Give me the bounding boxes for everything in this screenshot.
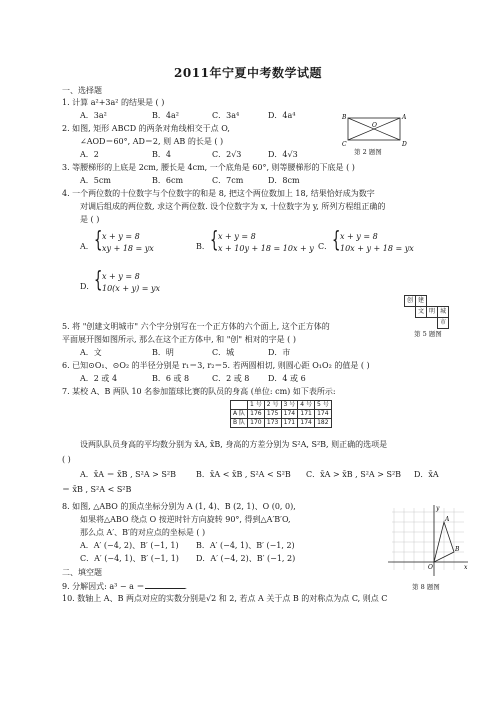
- q2-rectangle-figure: [340, 112, 408, 152]
- q2-label-b: B: [342, 114, 347, 121]
- q7-option-d: D．x̄A: [414, 470, 439, 479]
- q7-stem: 7. 某校 A、B 两队 10 名参加篮球比赛的队员的身高 (单位: cm) 如下表所示:: [62, 387, 336, 396]
- q9-stem: [62, 581, 187, 592]
- q8-option-a: A．A′ (−4, 2)、B′ (−1, 1): [80, 541, 179, 550]
- net-cell-2: 建: [416, 296, 427, 307]
- q5-option-b: B．明: [152, 348, 174, 357]
- table-header-row: [231, 401, 332, 410]
- table-cell: 175: [264, 410, 281, 419]
- q2-label-d: D: [402, 141, 407, 148]
- net-cell-3: 文: [416, 307, 427, 318]
- table-cell: 174: [281, 410, 298, 419]
- q2-label-o: O: [372, 122, 377, 129]
- q4-stem-3: 是 ( ): [80, 215, 100, 224]
- q6-option-d: D．4 或 6: [268, 374, 306, 383]
- net-cell-4: 明: [427, 307, 438, 318]
- q8-stem-3: 那么点 A′、B′的对应点的坐标是 ( ): [80, 528, 206, 537]
- q4-d-eq1: x + y = 8: [102, 272, 140, 281]
- q1-option-b: B．4a²: [152, 111, 179, 120]
- net-cell-6: 市: [438, 318, 449, 329]
- q2-option-d: D．4√3: [268, 150, 298, 159]
- q7-option-c: C．x̄A > x̄B , S²A > S²B: [306, 470, 402, 479]
- table-cell: 182: [314, 419, 331, 428]
- q8-coordinate-figure: [384, 502, 472, 580]
- table-cell: 1 号: [248, 401, 265, 410]
- q5-stem-2: 平面展开图如图所示, 那么在这个正方体中, 和 "创" 相对的字是 ( ): [62, 335, 296, 344]
- table-row: [231, 410, 332, 419]
- q8-option-b: B．A′ (−4, 1)、B′ (−1, 2): [196, 541, 295, 550]
- q8-option-c: C．A′ (−4, 1)、B′ (−1, 1): [80, 554, 179, 563]
- q4-stem-1: 4. 一个两位数的十位数字与个位数字的和是 8, 把这个两位数加上 18, 结果恰好成为数字: [62, 189, 375, 198]
- q2-stem-1: 2. 如图, 矩形 ABCD 的两条对角线相交于点 O,: [62, 124, 230, 133]
- q2-stem-2: ∠AOD＝60°, AD＝2, 则 AB 的长是 ( ): [80, 137, 224, 146]
- q3-option-b: B．6cm: [152, 176, 184, 185]
- table-cell: 171: [281, 419, 298, 428]
- q9-stem-text: 9. 分解因式: a³ − a ＝: [62, 582, 145, 591]
- q4-option-c-label: C．: [318, 242, 333, 251]
- q1-option-c: C．3a⁴: [212, 111, 240, 120]
- q5-stem-1: 5. 将 "创建文明城市" 六个字分别写在一个正方体的六个面上, 这个正方体的: [62, 322, 330, 331]
- q4-c-eq1: x + y = 8: [340, 232, 378, 241]
- table-cell: 171: [298, 410, 315, 419]
- q8-label-o: O: [428, 564, 433, 571]
- q6-option-b: B．6 或 8: [152, 374, 190, 383]
- net-cell-5: 城: [438, 307, 449, 318]
- q3-option-a: A．5cm: [80, 176, 111, 185]
- q2-option-b: B．4: [152, 150, 171, 159]
- q4-c-eq2: 10x + y + 18 = yx: [340, 244, 414, 253]
- q6-stem: 6. 已知⊙O₁、⊙O₂ 的半径分别是 r₁＝3, r₂＝5. 若两圆相切, 则圆心距 O₁O₂ 的值是 ( ): [62, 361, 370, 370]
- table-cell: 4 号: [298, 401, 315, 410]
- q8-label-y: y: [436, 505, 440, 512]
- q2-label-c: C: [342, 141, 347, 148]
- table-row: [231, 419, 332, 428]
- q4-b-eq2: x + 10y + 18 = 10x + y: [218, 244, 314, 253]
- q4-option-b-label: B．: [196, 242, 210, 251]
- q6-option-c: C．2 或 8: [212, 374, 250, 383]
- q9-answer-blank[interactable]: [145, 581, 185, 589]
- q2-figure-caption: 第 2 题图: [354, 148, 382, 156]
- q5-figure-caption: 第 5 题图: [414, 330, 442, 338]
- q2-option-c: C．2√3: [212, 150, 242, 159]
- table-cell: B 队: [231, 419, 248, 428]
- q8-label-x: x: [464, 564, 468, 571]
- q4-a-eq1: x + y = 8: [102, 232, 140, 241]
- q7-stem-3: ( ): [62, 455, 71, 464]
- q6-option-a: A．2 或 4: [80, 374, 118, 383]
- table-cell: 170: [248, 419, 265, 428]
- q3-option-c: C．7cm: [212, 176, 244, 185]
- table-cell: 174: [314, 410, 331, 419]
- table-cell: 3 号: [281, 401, 298, 410]
- section-fill-heading: 二、填空题: [62, 568, 102, 577]
- q5-option-c: C．城: [212, 348, 235, 357]
- q7-option-b: B．x̄A < x̄B , S²A < S²B: [196, 470, 291, 479]
- q8-label-b: B: [455, 546, 460, 553]
- q3-stem: 3. 等腰梯形的上底是 2cm, 腰长是 4cm, 一个底角是 60°, 则等腰梯形的下底是 ( ): [62, 163, 355, 172]
- q8-figure-caption: 第 8 题图: [412, 583, 440, 591]
- q2-option-a: A．2: [80, 150, 99, 159]
- q4-option-d-label: D．: [80, 282, 95, 291]
- q9-end: .: [184, 582, 188, 591]
- q5-option-d: D．市: [268, 348, 291, 357]
- q1-option-a: A．3a²: [80, 111, 107, 120]
- q7-option-d-cont: ＝ x̄B , S²A < S²B: [62, 485, 132, 494]
- q4-b-eq1: x + y = 8: [218, 232, 256, 241]
- page-title: 2011年宁夏中考数学试题: [174, 66, 322, 80]
- table-cell: [231, 401, 248, 410]
- q4-stem-2: 对调后组成的两位数, 求这个两位数. 设个位数字为 x, 十位数字为 y, 所列方程组正确的: [80, 202, 386, 211]
- table-cell: 176: [248, 410, 265, 419]
- q8-stem-1: 8. 如图, △ABO 的顶点坐标分别为 A (1, 4)、B (2, 1)、O (0, 0),: [62, 502, 296, 511]
- q8-option-d: D．A′ (−4, 2)、B′ (−1, 2): [196, 554, 296, 563]
- q4-a-eq2: xy + 18 = yx: [102, 244, 154, 253]
- exam-page: 2011年宁夏中考数学试题 一、选择题 1. 计算 a²+3a² 的结果是 ( ) A．3a² B．4a² C．3a⁴ D．4a⁴ 2. 如图, 矩形 ABCD 的两条对角线相交于点 O, ∠AOD＝60°, AD＝2, 则 AB 的长是 ( ) A．2 B．4 C．2√3 D．4√3 B A O C D 第 2 题图 3. 等腰梯形的上底是 2cm, 腰长是 4cm, 一个底角是 60°, 则等腰梯形的下底是 ( ) A．5cm B．6cm C．7cm D．8cm 4. 一个两位数的十位数字与个位数字的和是 8, 把这个两位数加上 18, 结果恰好成为数字 对调后组成的两位数, 求这个两位数. 设个位数字为 x, 十位数字为 y, 所列方程组正确的 是 ( ) A． { x + y = 8 xy + 18 = yx B． { x + y = 8 x + 10y + 18 = 10x + y C． { x + y = 8 10x + y + 18 = yx D． { x + y = 8 10(x + y) = yx 创 建 文 明 城 市 第 5 题图 5. 将 "创建文明城市" 六个字分别写在一个正方体的六个面上, 这个正方体的 平面展开图如图所示, 那么在这个正方体中, 和 "创" 相对的字是 ( ) A．文 B．明 C．城 D．市 6. 已知⊙O₁、⊙O₂ 的半径分别是 r₁＝3, r₂＝5. 若两圆相切, 则圆心距 O₁O₂ 的值是 ( ) A．2 或 4 B．6 或 8 C．2 或 8 D．4 或 6 7. 某校 A、B 两队 10 名参加篮球比赛的队员的身高 (单位: cm) 如下表所示: 1 号 2 号 3 号 4 号 5 号 A 队 176 175 174 171 174 B 队 170 173 171 174 182 设两队队员身高的平均数分别为 x̄A, x̄B, 身高的方差分别为 S²A, S²B, 则正确的选项是 ( ) A．x̄A ＝ x̄B , S²A > S²B B．x̄A < x̄B , S²A < S²B C．x̄A > x̄B , S²A > S²B D．x̄A ＝ x̄B , S²A < S²B 8. 如图, △ABO 的顶点坐标分别为 A (1, 4)、B (2, 1)、O (0, 0), 如果将△ABO 绕点 O 按逆时针方向旋转 90°, 得到△A′B′O, 那么点 A′、B′的对应点的坐标是 ( ) A．A′ (−4, 2)、B′ (−1, 1) B．A′ (−4, 1)、B′ (−1, 2) C．A′ (−4, 1)、B′ (−1, 1) D．A′ (−4, 2)、B′ (−1, 2) y x O A B 第 8 题图 二、填空题 9. 分解因式: a³ − a ＝ . 10. 数轴上 A、B 两点对应的实数分别是√2 和 2, 若点 A 关于点 B 的对称点为点 C, 则点 C: [0, 0, 496, 702]
- q5-cube-net: [404, 295, 449, 329]
- q8-label-a: A: [445, 516, 450, 523]
- q5-option-a: A．文: [80, 348, 102, 357]
- q7-stem-2: 设两队队员身高的平均数分别为 x̄A, x̄B, 身高的方差分别为 S²A, S²B, 则正确的选项是: [80, 440, 388, 449]
- q8-stem-2: 如果将△ABO 绕点 O 按逆时针方向旋转 90°, 得到△A′B′O,: [80, 515, 291, 524]
- q10-stem: 10. 数轴上 A、B 两点对应的实数分别是√2 和 2, 若点 A 关于点 B 的对称点为点 C, 则点 C: [62, 594, 388, 603]
- section-choice-heading: 一、选择题: [62, 86, 102, 95]
- q1-stem: 1. 计算 a²+3a² 的结果是 ( ): [62, 98, 165, 107]
- table-cell: A 队: [231, 410, 248, 419]
- q7-height-table: [230, 400, 332, 428]
- table-cell: 5 号: [314, 401, 331, 410]
- q1-option-d: D．4a⁴: [268, 111, 296, 120]
- q3-option-d: D．8cm: [268, 176, 300, 185]
- table-cell: 174: [298, 419, 315, 428]
- net-cell-1: 创: [405, 296, 416, 307]
- q4-option-a-label: A．: [80, 242, 94, 251]
- table-cell: 173: [264, 419, 281, 428]
- q4-d-eq2: 10(x + y) = yx: [102, 284, 161, 293]
- table-cell: 2 号: [264, 401, 281, 410]
- q7-option-a: A．x̄A ＝ x̄B , S²A > S²B: [80, 470, 176, 479]
- q2-label-a: A: [402, 114, 407, 121]
